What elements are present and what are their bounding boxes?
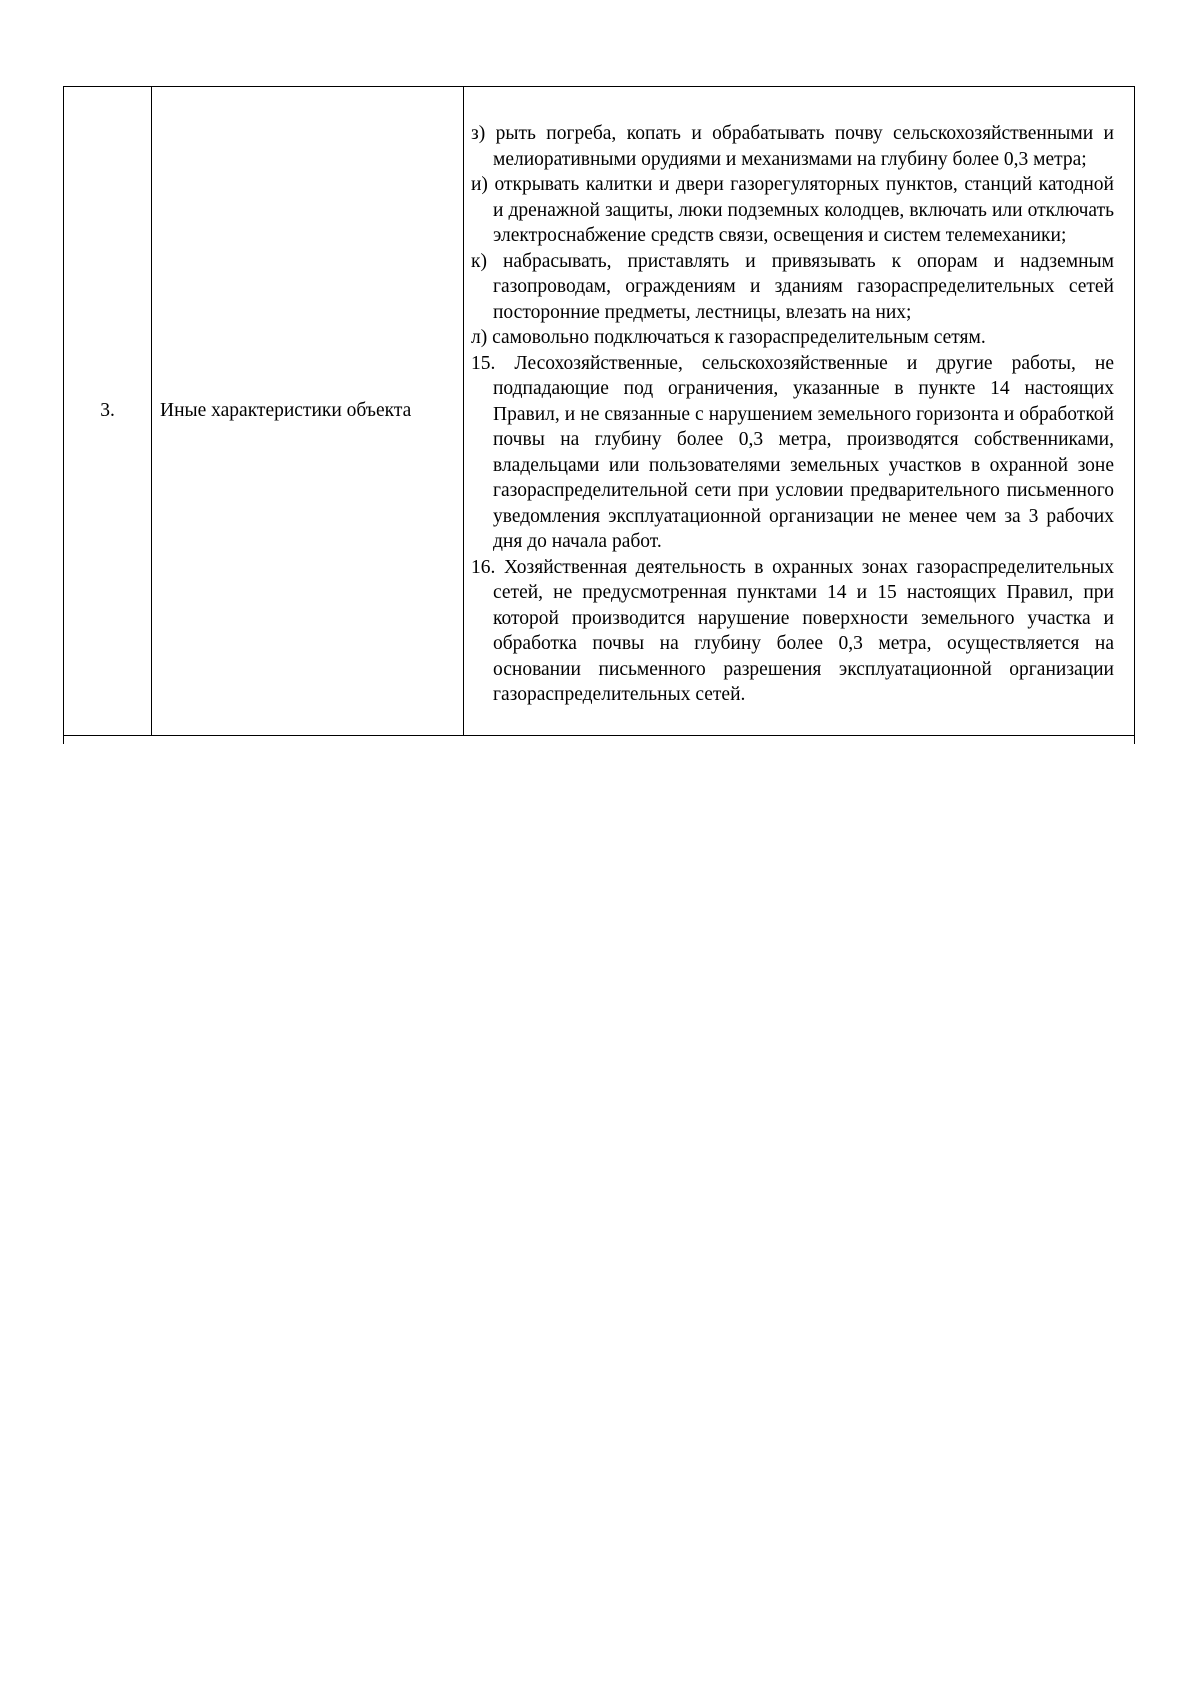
row-name-cell: Иные характеристики объекта bbox=[152, 87, 464, 736]
row-text-cell bbox=[464, 87, 1135, 736]
paragraph-i: и) открывать калитки и двери газорегуляторных пунктов, станций катодной и дренажной защиты, люки подземных колодцев, включать или отключать электроснабжение средств связи, освещения и систем телемеханики; bbox=[471, 174, 1114, 246]
table-row-continuation bbox=[64, 735, 1135, 744]
continuation-cell bbox=[152, 735, 464, 744]
continuation-cell bbox=[64, 735, 152, 744]
paragraph-z: з) рыть погреба, копать и обрабатывать почву сельскохозяйственными и мелиоративными орудиями и механизмами на глубину более 0,3 метра; bbox=[471, 123, 1114, 170]
table-row bbox=[64, 87, 1135, 736]
continuation-cell bbox=[464, 735, 1135, 744]
paragraph-16: 16. Хозяйственная деятельность в охранных зонах газораспределительных сетей, не предусмотренная пунктами 14 и 15 настоящих Правил, при которой производится нарушение поверхности земельного участка и обработка почвы на глубину более 0,3 метра, осуществляется на основании письменного разрешения эксплуатационной организации газораспределительных сетей. bbox=[471, 556, 1114, 705]
row-number-cell: 3. bbox=[64, 87, 152, 736]
paragraph-15: 15. Лесохозяйственные, сельскохозяйственные и другие работы, не подпадающие под ограничения, указанные в пункте 14 настоящих Правил, и не связанные с нарушением земельного горизонта и обработкой почвы на глубину более 0,3 метра, производятся собственниками, владельцами или пользователями земельных участков в охранной зоне газораспределительной сети при условии предварительного письменного уведомления эксплуатационной организации не менее чем за 3 рабочих дня до начала работ. bbox=[471, 352, 1114, 552]
characteristics-table bbox=[63, 86, 1135, 744]
paragraph-l: л) самовольно подключаться к газораспределительным сетям. bbox=[471, 327, 986, 348]
paragraph-k: к) набрасывать, приставлять и привязывать к опорам и надземным газопроводам, ограждениям и зданиям газораспределительных сетей посторонние предметы, лестницы, влезать на них; bbox=[471, 250, 1114, 323]
